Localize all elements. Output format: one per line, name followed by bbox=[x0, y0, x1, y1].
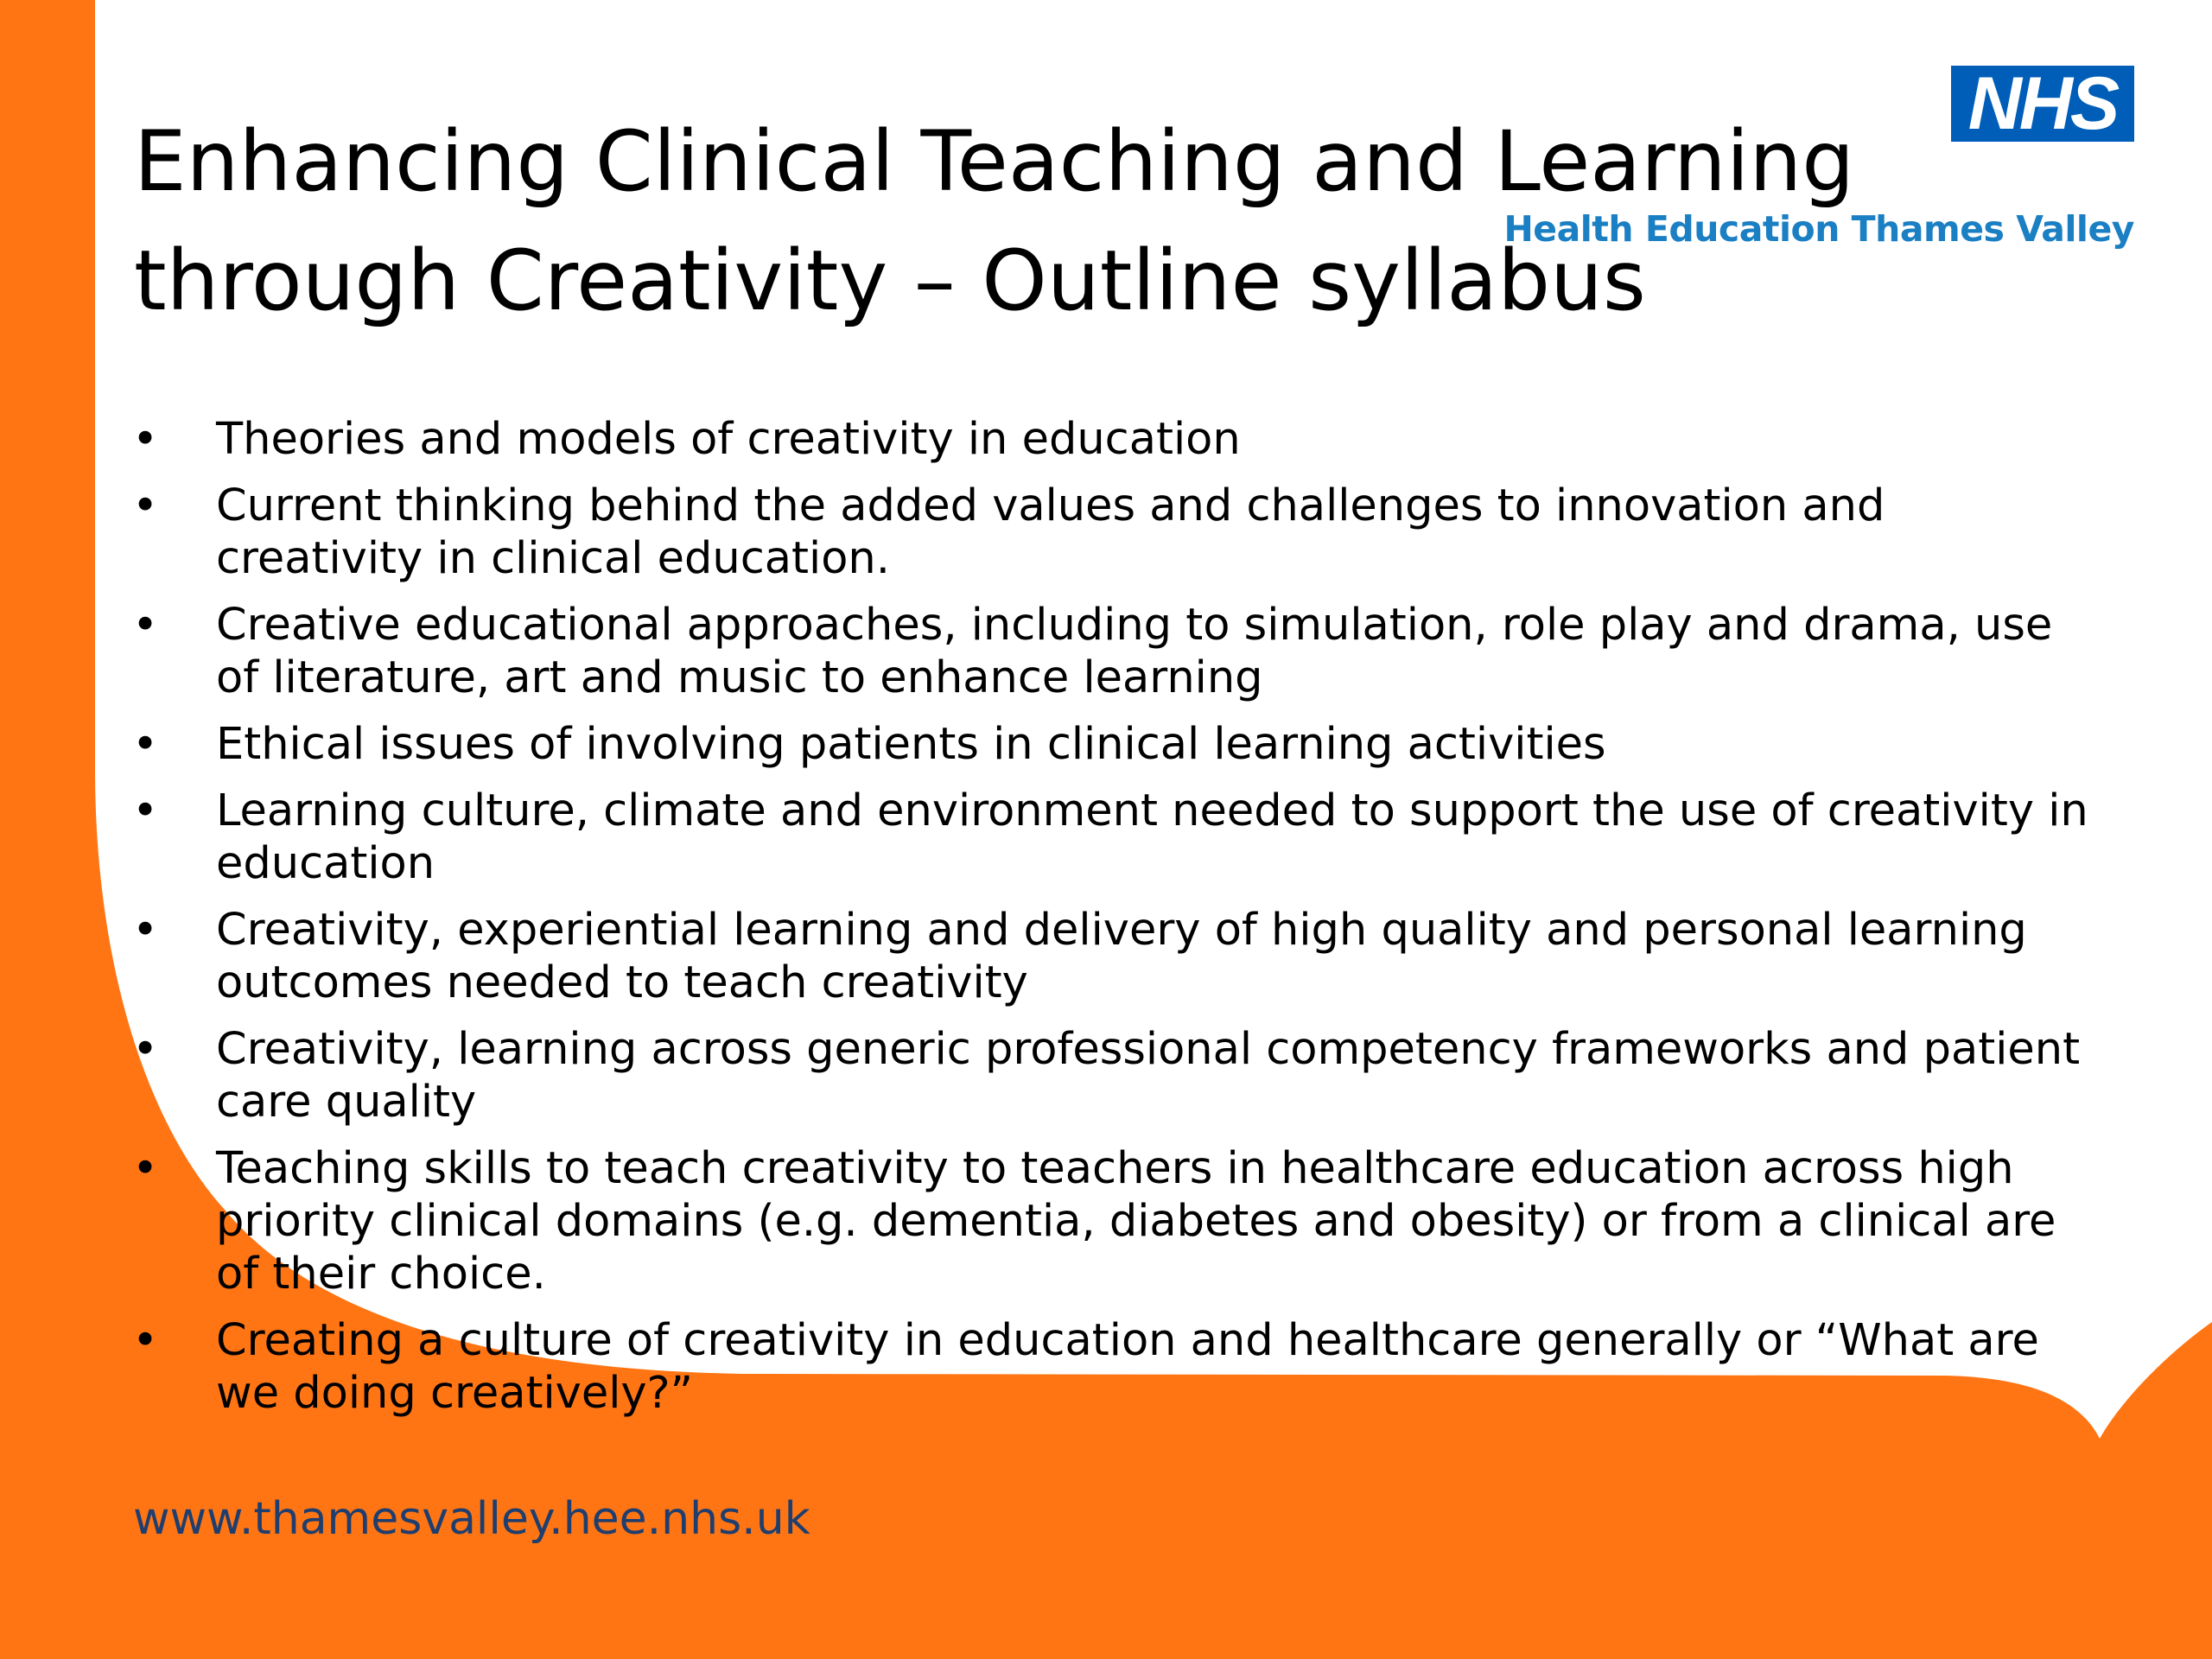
nhs-logo-mark: NHS bbox=[1951, 66, 2134, 142]
syllabus-item bbox=[130, 1023, 2100, 1128]
slide-title-line-1: Enhancing Clinical Teaching and Learning bbox=[134, 113, 1855, 210]
bullet-icon: • bbox=[132, 600, 159, 651]
syllabus-item bbox=[130, 718, 2100, 771]
organisation-name: Health Education Thames Valley bbox=[1503, 208, 2134, 250]
syllabus-item-text: Creativity, learning across generic professional competency frameworks and patient care quality bbox=[216, 1024, 2081, 1128]
syllabus-item bbox=[130, 413, 2100, 466]
syllabus-item-text: Creativity, experiential learning and delivery of high quality and personal learning outcomes needed to teach creativity bbox=[216, 905, 2027, 1008]
syllabus-item bbox=[130, 480, 2100, 585]
bullet-icon: • bbox=[132, 414, 159, 465]
syllabus-item bbox=[130, 1142, 2100, 1300]
bullet-icon: • bbox=[132, 905, 159, 956]
bullet-icon: • bbox=[132, 1024, 159, 1075]
syllabus-item bbox=[130, 1314, 2100, 1420]
syllabus-item-text: Creating a culture of creativity in education and healthcare generally or “What are we doing creatively?” bbox=[216, 1315, 2039, 1419]
bullet-icon: • bbox=[132, 1315, 159, 1366]
syllabus-item-text: Current thinking behind the added values and challenges to innovation and creativity in clinical education. bbox=[216, 480, 1885, 584]
bullet-icon: • bbox=[132, 480, 159, 531]
bullet-icon: • bbox=[132, 785, 159, 836]
syllabus-item-text: Learning culture, climate and environment needed to support the use of creativity in education bbox=[216, 785, 2088, 889]
slide-title-line-2: through Creativity – Outline syllabus bbox=[134, 232, 1646, 329]
syllabus-item bbox=[130, 904, 2100, 1009]
bullet-icon: • bbox=[132, 1143, 159, 1194]
syllabus-item-text: Ethical issues of involving patients in clinical learning activities bbox=[216, 719, 1606, 770]
syllabus-item bbox=[130, 785, 2100, 890]
syllabus-item bbox=[130, 599, 2100, 704]
nhs-logo bbox=[1503, 62, 2134, 264]
syllabus-list bbox=[130, 413, 2100, 1433]
footer-website-url: www.thamesvalley.hee.nhs.uk bbox=[133, 1493, 810, 1545]
syllabus-item-text: Creative educational approaches, including to simulation, role play and drama, use of literature, art and music to enhance learning bbox=[216, 600, 2053, 703]
bullet-icon: • bbox=[132, 719, 159, 770]
syllabus-item-text: Teaching skills to teach creativity to teachers in healthcare education across high priority clinical domains (e.g. dementia, diabetes and obesity) or from a clinical are of their choice. bbox=[216, 1143, 2056, 1300]
syllabus-item-text: Theories and models of creativity in education bbox=[216, 414, 1241, 465]
